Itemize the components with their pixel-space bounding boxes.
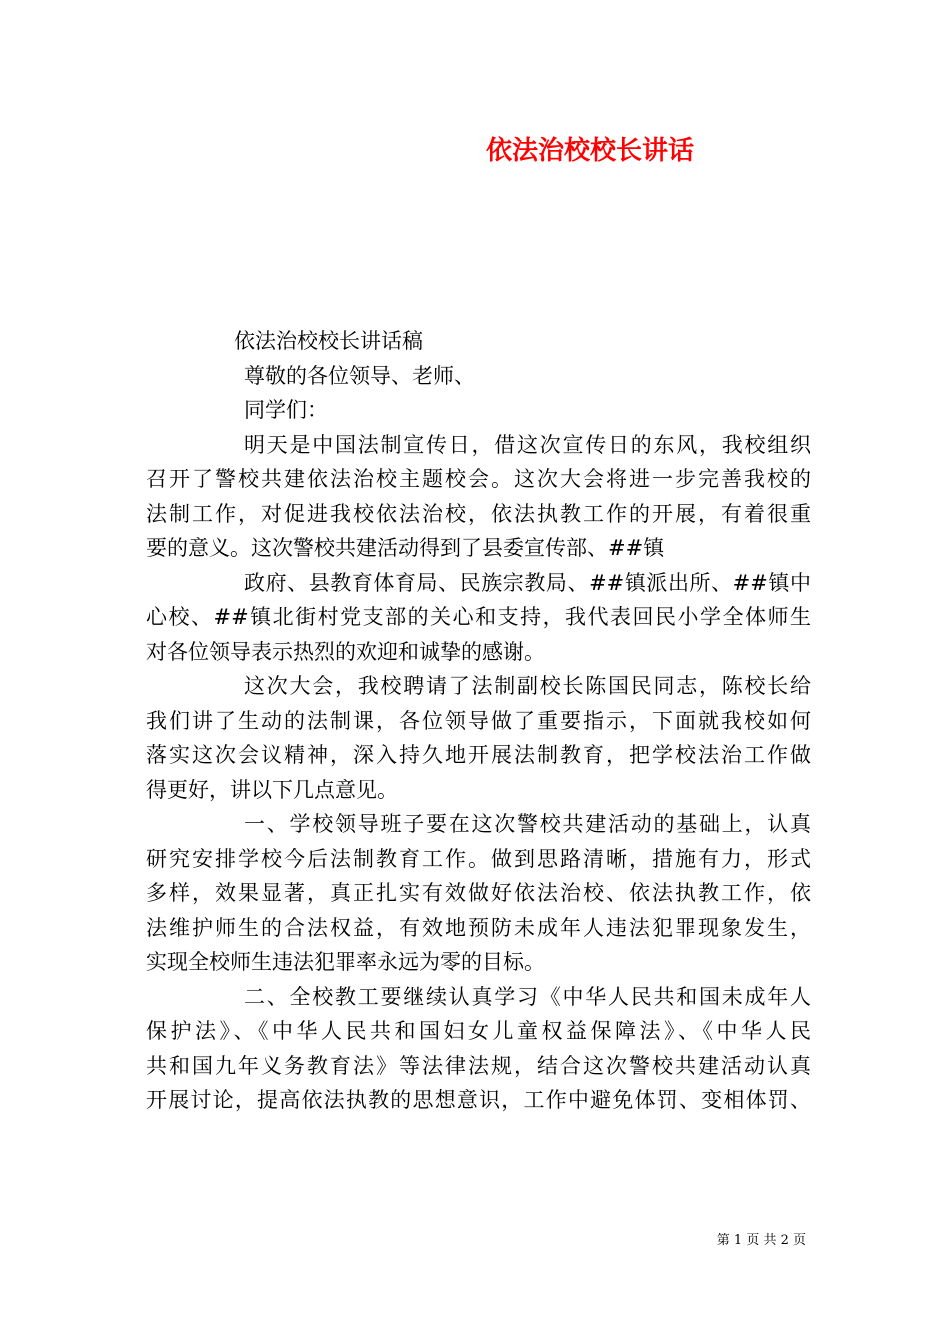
text-line: 同学们： (244, 398, 328, 422)
text-line: 依法治校校长讲话稿 (234, 329, 423, 353)
document-title: 依法治校校长讲话 (485, 136, 694, 166)
text-line: 保护法》、《中华人民共和国妇女儿童权益保障法》、《中华人民 (146, 1019, 811, 1043)
text-line: 这次大会，我校聘请了法制副校长陈国民同志，陈校长给 (244, 674, 811, 698)
text-line: 召开了警校共建依法治校主题校会。这次大会将进一步完善我校的 (146, 467, 811, 491)
text-line: 多样，效果显著，真正扎实有效做好依法治校、依法执教工作，依 (146, 881, 811, 905)
text-line: 研究安排学校今后法制教育工作。做到思路清晰，措施有力，形式 (146, 846, 811, 871)
text-line: 一、学校领导班子要在这次警校共建活动的基础上，认真 (244, 812, 811, 836)
text-line: 对各位领导表示热烈的欢迎和诚挚的感谢。 (146, 639, 545, 664)
text-line: 二、全校教工要继续认真学习《中华人民共和国未成年人 (244, 984, 811, 1009)
text-line: 法制工作，对促进我校依法治校，依法执教工作的开展，有着很重 (146, 501, 811, 526)
text-line: 落实这次会议精神，深入持久地开展法制教育，把学校法治工作做 (146, 743, 811, 767)
text-line: 得更好，讲以下几点意见。 (146, 777, 398, 802)
text-line: 政府、县教育体育局、民族宗教局、##镇派出所、##镇中 (244, 570, 811, 595)
text-line: 共和国九年义务教育法》等法律法规，结合这次警校共建活动认真 (146, 1053, 811, 1078)
text-line: 我们讲了生动的法制课，各位领导做了重要指示，下面就我校如何 (146, 708, 811, 733)
page-number: 第 1 页 共 2 页 (716, 1233, 806, 1248)
document-body (146, 324, 811, 1118)
text-line: 实现全校师生违法犯罪率永远为零的目标。 (146, 950, 545, 974)
text-line: 法维护师生的合法权益，有效地预防未成年人违法犯罪现象发生， (146, 915, 811, 940)
text-line: 心校、##镇北街村党支部的关心和支持，我代表回民小学全体师生 (146, 605, 811, 629)
text-line: 要的意义。这次警校共建活动得到了县委宣传部、##镇 (146, 536, 665, 560)
text-line: 明天是中国法制宣传日，借这次宣传日的东风，我校组织 (244, 432, 811, 457)
text-line: 开展讨论，提高依法执教的思想意识，工作中避免体罚、变相体罚、 (146, 1088, 811, 1112)
text-line: 尊敬的各位领导、老师、 (244, 363, 475, 388)
